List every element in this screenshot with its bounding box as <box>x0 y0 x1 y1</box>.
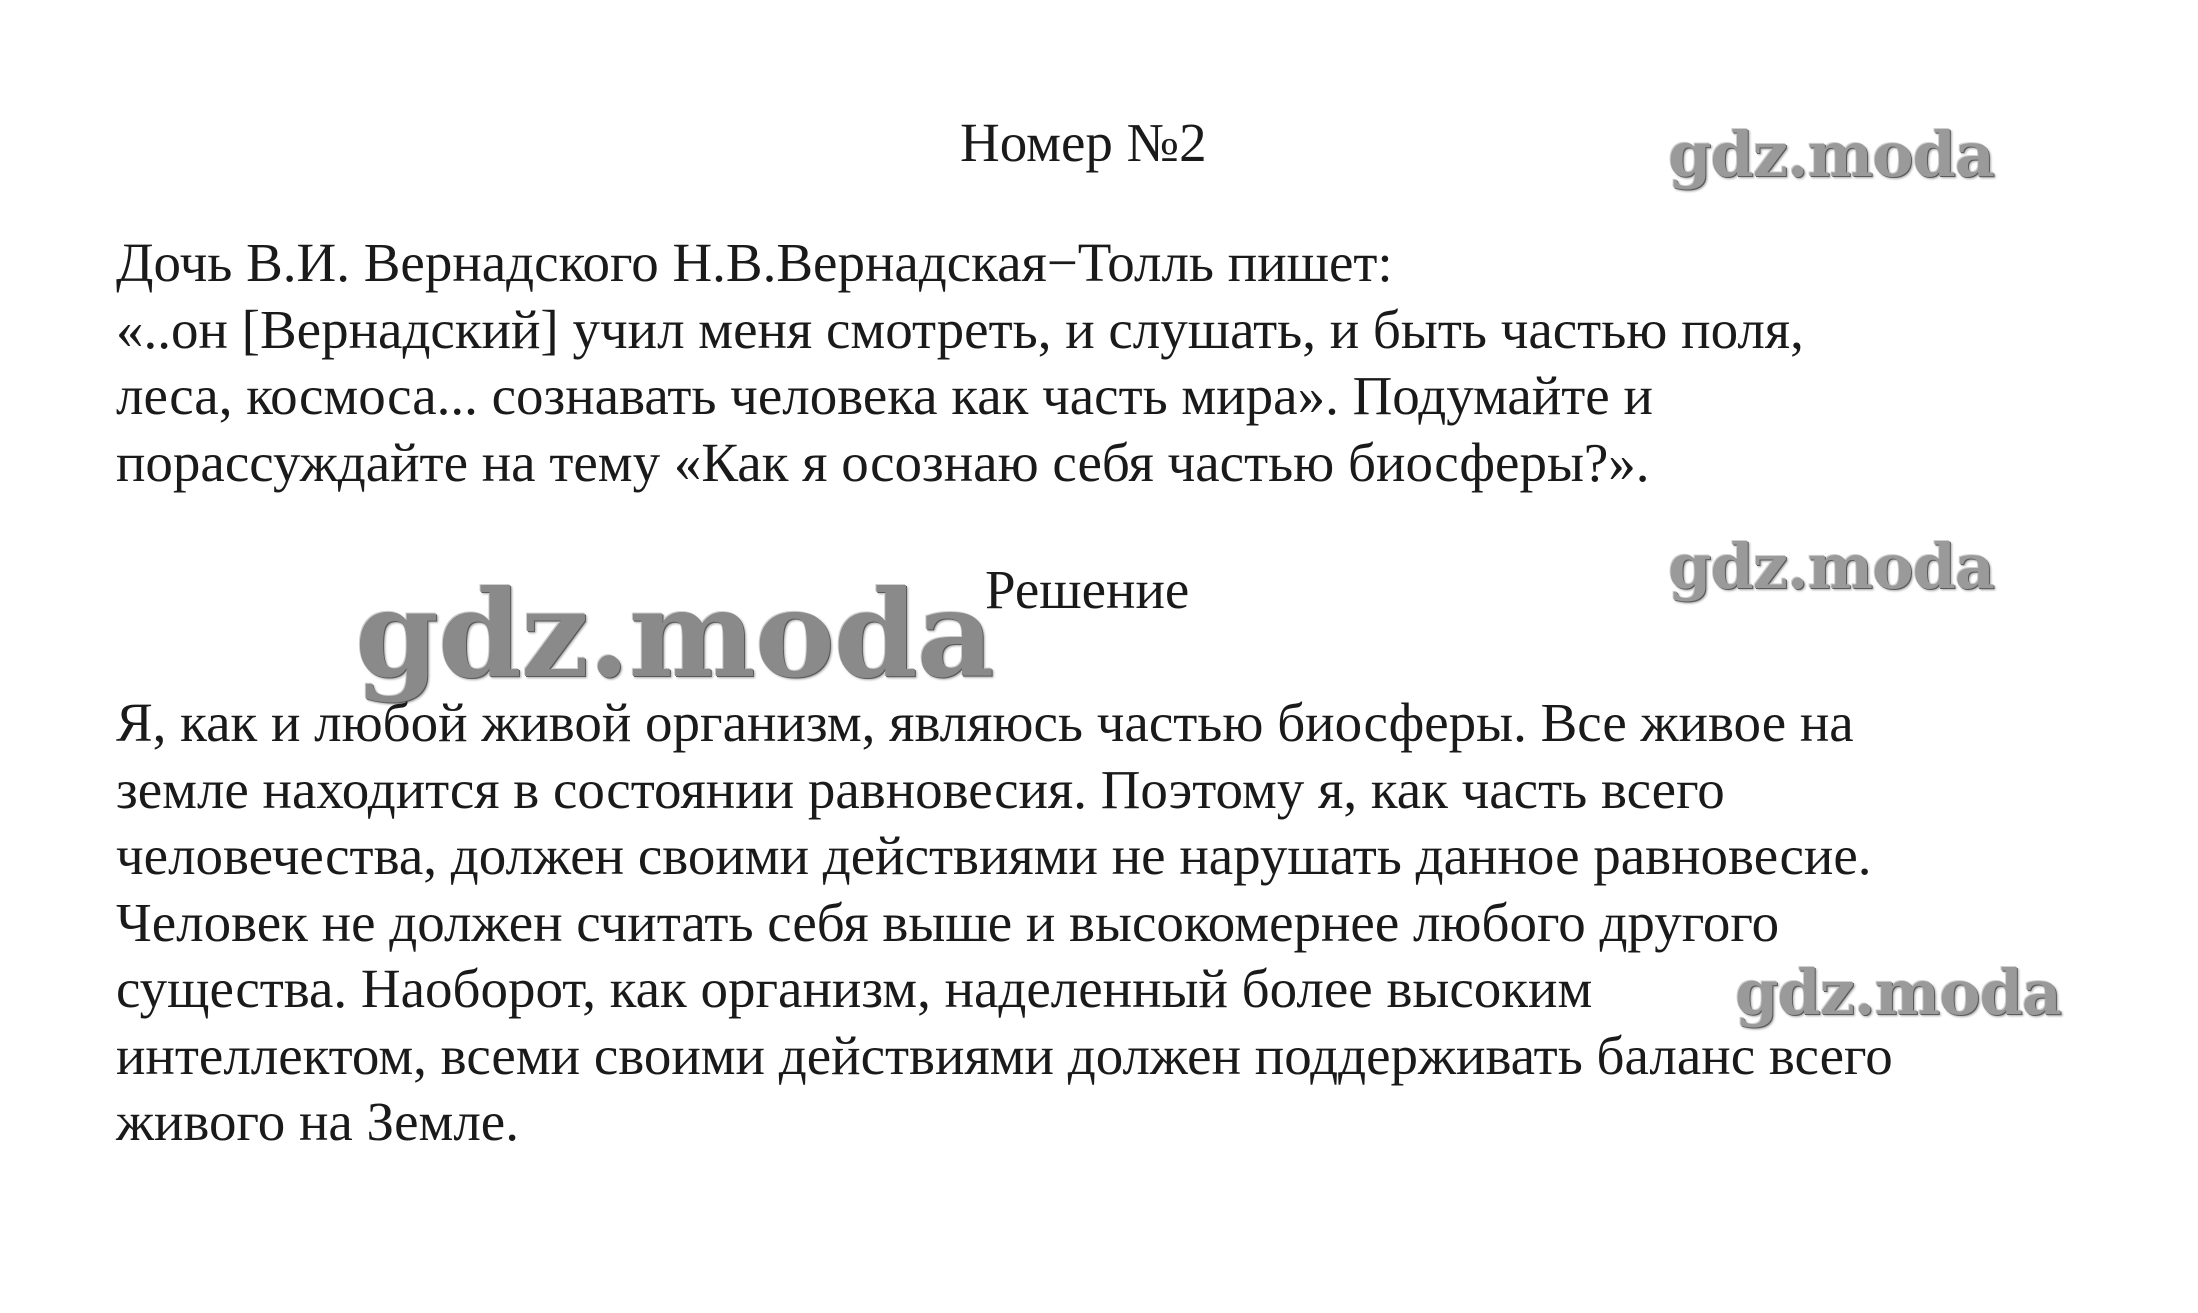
solution-line: Человек не должен считать себя выше и высокомернее любого другого <box>116 891 1780 953</box>
task-line: «..он [Вернадский] учил меня смотреть, и слушать, и быть частью поля, <box>116 298 1804 360</box>
page-title: Номер №2 <box>960 112 1207 173</box>
task-line: порассуждайте на тему «Как я осознаю себя частью биосферы?». <box>116 431 1650 493</box>
solution-title: Решение <box>985 559 1190 620</box>
solution-line: человечества, должен своими действиями не нарушать данное равновесие. <box>116 825 1872 886</box>
watermark-logo: gdz.moda <box>1668 530 1994 603</box>
solution-line: интеллектом, всеми своими действиями должен поддерживать баланс всего <box>116 1024 1893 1086</box>
watermark-logo: gdz.moda <box>1735 956 2061 1029</box>
solution-line: живого на Земле. <box>116 1091 519 1152</box>
solution-line: существа. Наоборот, как организм, наделенный более высоким <box>116 958 1593 1019</box>
task-line: леса, космоса... сознавать человека как часть мира». Подумайте и <box>116 365 1653 426</box>
solution-line: земле находится в состоянии равновесия. Поэтому я, как часть всего <box>116 758 1725 820</box>
solution-text <box>116 690 2116 1156</box>
task-line: Дочь В.И. Вернадского Н.В.Вернадская−Толль пишет: <box>116 232 1393 293</box>
watermark-logo: gdz.moda <box>1668 118 1994 191</box>
task-text <box>116 230 2116 496</box>
watermark-logo: gdz.moda <box>355 564 994 705</box>
solution-line: Я, как и любой живой организм, являюсь частью биосферы. Все живое на <box>116 692 1854 753</box>
